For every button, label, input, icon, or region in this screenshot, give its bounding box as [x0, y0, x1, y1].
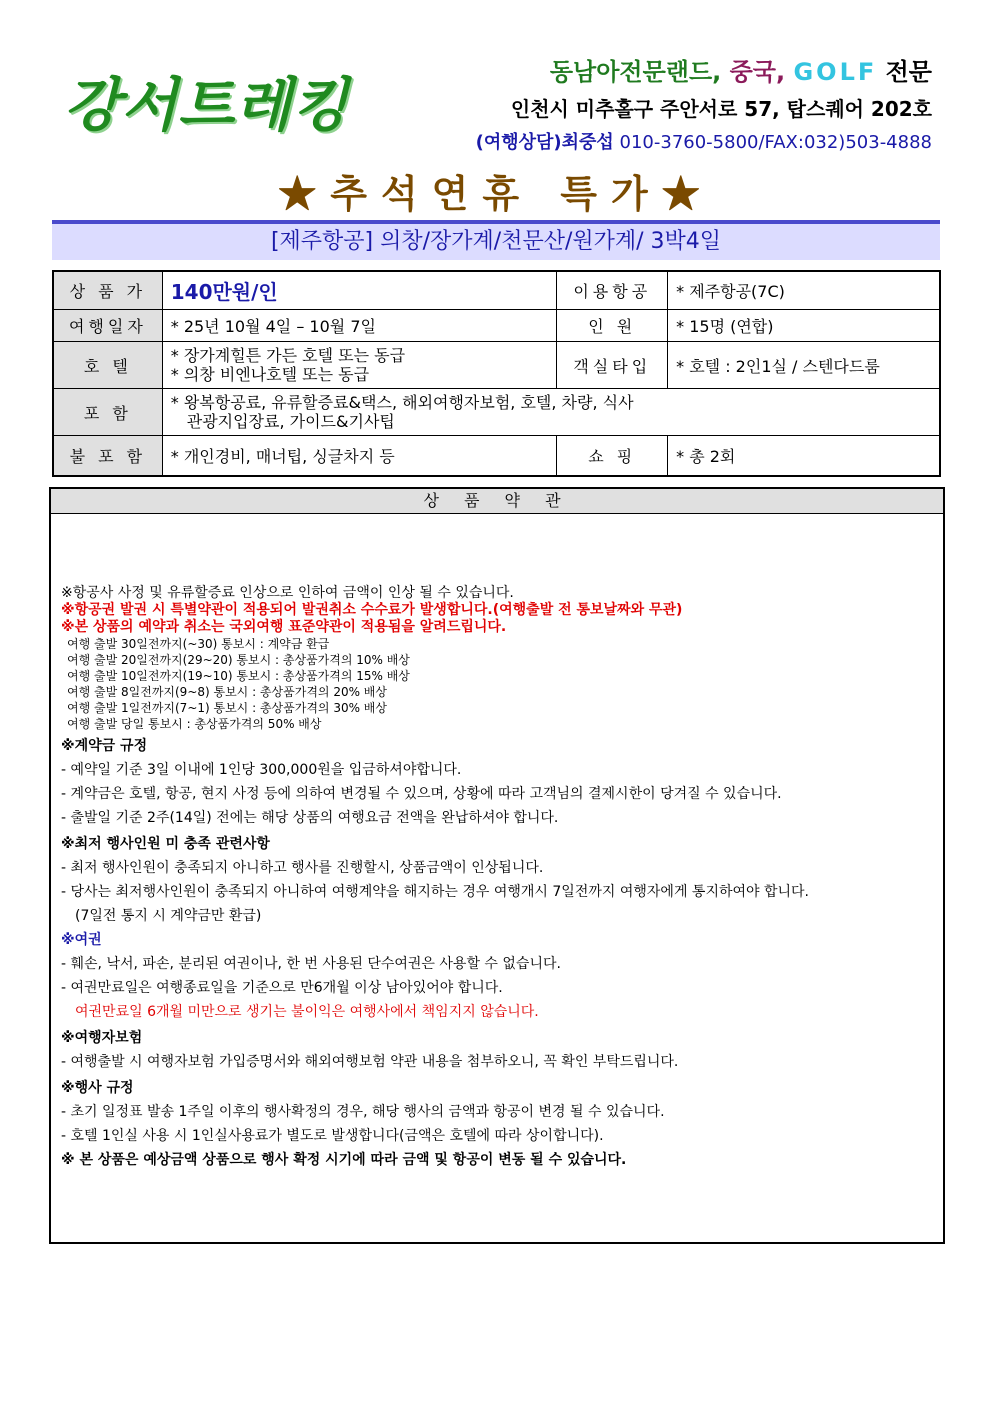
- deposit-rule: - 계약금은 호텔, 항공, 현지 사정 등에 의하여 변경될 수 있으며, 상황에 따라 고객님의 결제시한이 당겨질 수 있습니다.: [61, 786, 782, 802]
- specialty-line: [550, 52, 932, 87]
- deposit-rule: - 예약일 기준 3일 이내에 1인당 300,000원을 입금하셔야합니다.: [61, 762, 462, 778]
- star-icon: ★: [661, 171, 714, 216]
- section-heading-insurance: ※여행자보험: [61, 1030, 143, 1046]
- room-value: * 호텔 : 2인1실 / 스텐다드룸: [668, 342, 940, 389]
- terms-line: ※본 상품의 예약과 취소는 국외여행 표준약관이 적용됨을 알려드립니다.: [61, 619, 507, 635]
- minimum-rule: - 최저 행사인원이 충족되지 아니하고 행사를 진행할시, 상품금액이 인상됩니다.: [61, 860, 544, 876]
- hotel-label: 호 텔: [53, 342, 162, 389]
- include-label: 포 함: [53, 389, 162, 436]
- cancel-rule: 여행 출발 30일전까지(~30) 통보시 : 계약금 환급: [67, 637, 330, 651]
- exclude-label: 불 포 함: [53, 436, 162, 476]
- people-value: * 15명 (연합): [668, 310, 940, 342]
- cancel-rule: 여행 출발 10일전까지(19~10) 통보시 : 총상품가격의 15% 배상: [67, 669, 410, 683]
- include-line: 관광지입장료, 가이드&기사팁: [186, 412, 395, 431]
- product-info-table: [52, 270, 941, 477]
- terms-heading: 상 품 약 관: [51, 489, 943, 514]
- terms-line: ※항공권 발권 시 특별약관이 적용되어 발권취소 수수료가 발생합니다.(여행출발 전 통보날짜와 무관): [61, 602, 683, 618]
- price-value: 140만원/인: [170, 280, 278, 304]
- promo-banner: [0, 163, 992, 218]
- address: 인천시 미추홀구 주안서로 57, 탑스퀘어 202호: [510, 97, 932, 121]
- shopping-value: * 총 2회: [668, 436, 940, 476]
- cancel-rule: 여행 출발 당일 통보시 : 총상품가격의 50% 배상: [67, 717, 322, 731]
- terms-body: [51, 585, 943, 1172]
- specialty-suffix: 전문: [885, 58, 932, 86]
- company-logo: 강서트레킹: [64, 71, 350, 139]
- minimum-rule: (7일전 통지 시 계약금만 환급): [75, 908, 262, 924]
- specialty-china: 중국,: [729, 58, 786, 86]
- cancel-rule: 여행 출발 1일전까지(7~1) 통보시 : 총상품가격의 30% 배상: [67, 701, 387, 715]
- shopping-label: 쇼 핑: [557, 436, 668, 476]
- event-rule: - 호텔 1인실 사용 시 1인실사용료가 별도로 발생합니다(금액은 호텔에 따라 상이합니다).: [61, 1128, 604, 1144]
- passport-rule: - 여권만료일은 여행종료일을 기준으로 만6개월 이상 남아있어야 합니다.: [61, 980, 503, 996]
- passport-rule: - 훼손, 낙서, 파손, 분리된 여권이나, 한 번 사용된 단수여권은 사용할 수 없습니다.: [61, 956, 561, 972]
- contact-numbers: 010-3760-5800/FAX:032)503-4888: [619, 132, 932, 153]
- terms-box: [49, 487, 945, 1244]
- insurance-rule: - 여행출발 시 여행자보험 가입증명서와 해외여행보험 약관 내용을 첨부하오니, 꼭 확인 부탁드립니다.: [61, 1054, 679, 1070]
- contact-label: (여행상담)최중섭: [475, 132, 614, 153]
- specialty-golf: GOLF: [793, 58, 878, 86]
- star-icon: ★: [278, 171, 331, 216]
- price-label: 상 품 가: [53, 271, 162, 310]
- event-rule: - 초기 일정표 발송 1주일 이후의 행사확정의 경우, 해당 행사의 금액과 항공이 변경 될 수 있습니다.: [61, 1104, 665, 1120]
- promo-text: 추석연휴 특가: [330, 171, 662, 216]
- hotel-line: * 장가계힐튼 가든 호텔 또는 동급: [170, 346, 406, 365]
- final-notice: ※ 본 상품은 예상금액 상품으로 행사 확정 시기에 따라 금액 및 항공이 변동 될 수 있습니다.: [61, 1152, 627, 1168]
- room-label: 객실타입: [557, 342, 668, 389]
- product-title: [제주항공] 의창/장가계/천문산/원가계/ 3박4일: [52, 220, 940, 260]
- section-heading-deposit: ※계약금 규정: [61, 738, 148, 754]
- exclude-value: * 개인경비, 매너팁, 싱글차지 등: [162, 436, 557, 476]
- include-line: * 왕복항공료, 유류할증료&택스, 해외여행자보험, 호텔, 차량, 식사: [170, 393, 634, 412]
- minimum-rule: - 당사는 최저행사인원이 충족되지 아니하여 여행계약을 해지하는 경우 여행개시 7일전까지 여행자에게 통지하여야 합니다.: [61, 884, 810, 900]
- dates-label: 여행일자: [53, 310, 162, 342]
- people-label: 인 원: [557, 310, 668, 342]
- section-heading-rules: ※행사 규정: [61, 1080, 134, 1096]
- airline-label: 이용항공: [557, 271, 668, 310]
- contact-line: [476, 128, 932, 154]
- deposit-rule: - 출발일 기준 2주(14일) 전에는 해당 상품의 여행요금 전액을 완납하셔야 합니다.: [61, 810, 559, 826]
- airline-value: * 제주항공(7C): [668, 271, 940, 310]
- dates-value: * 25년 10월 4일 – 10월 7일: [162, 310, 557, 342]
- specialty-sea: 동남아전문랜드,: [549, 58, 722, 86]
- passport-warning: 여권만료일 6개월 미만으로 생기는 불이익은 여행사에서 책임지지 않습니다.: [75, 1004, 539, 1020]
- cancel-rule: 여행 출발 20일전까지(29~20) 통보시 : 총상품가격의 10% 배상: [67, 653, 410, 667]
- hotel-line: * 의창 비엔나호텔 또는 동급: [170, 365, 370, 384]
- cancel-rule: 여행 출발 8일전까지(9~8) 통보시 : 총상품가격의 20% 배상: [67, 685, 387, 699]
- section-heading-passport: ※여권: [61, 932, 102, 948]
- terms-line: ※항공사 사정 및 유류할증료 인상으로 인하여 금액이 인상 될 수 있습니다.: [61, 585, 514, 601]
- section-heading-minimum: ※최저 행사인원 미 충족 관련사항: [61, 836, 270, 852]
